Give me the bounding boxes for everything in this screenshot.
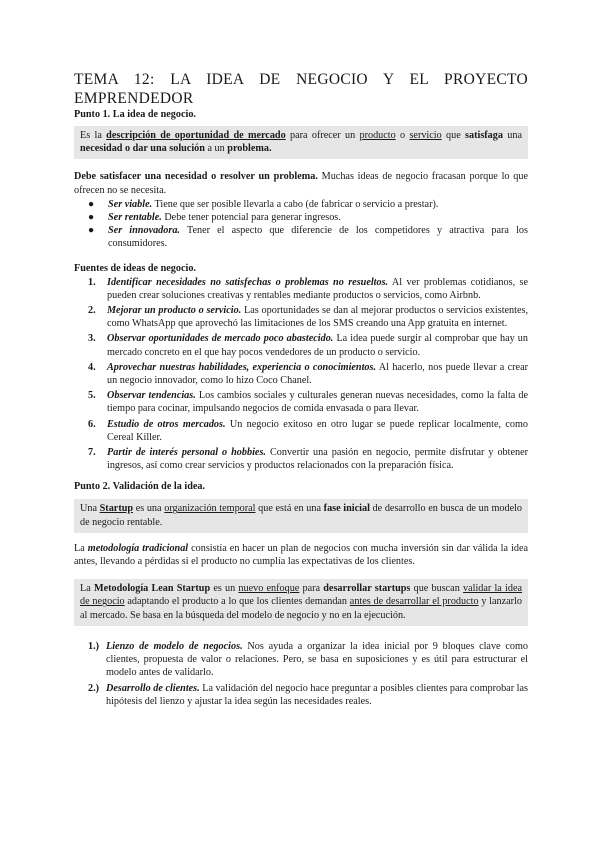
item-text: La idea puede surgir al comprobar que hay un mercado concreto en el que hay pocos vendedores de un producto o servicio. bbox=[107, 333, 528, 358]
box1-underline-1: descripción de oportunidad de mercado bbox=[106, 130, 286, 141]
paragraph-metodologia-tradicional bbox=[74, 542, 528, 568]
bullet-icon: ● bbox=[88, 225, 95, 237]
item-number: 5. bbox=[88, 390, 96, 402]
item-bold: Ser rentable. bbox=[108, 212, 162, 224]
item-bold: Observar tendencias. bbox=[107, 390, 196, 402]
item-bold: Desarrollo de clientes. bbox=[106, 682, 200, 694]
list-item bbox=[74, 682, 528, 708]
item-bold: Aprovechar nuestras habilidades, experiencia o conocimientos. bbox=[107, 361, 377, 373]
section-heading-fuentes: Fuentes de ideas de negocio. bbox=[74, 262, 196, 274]
item-number: 6. bbox=[88, 418, 96, 430]
section-heading-punto-1: Punto 1. La idea de negocio. bbox=[74, 109, 196, 120]
item-bold: Identificar necesidades no satisfechas o problemas no resueltos. bbox=[107, 276, 389, 288]
sources-list bbox=[74, 276, 528, 473]
lean-steps-list bbox=[74, 640, 528, 708]
item-text: Tiene que ser posible llevarla a cabo (de fabricar o servicio a prestar). bbox=[152, 198, 439, 210]
box3-text: para bbox=[299, 583, 324, 595]
box3-text: y lanzarlo al mercado. Se basa en la búsqueda del modelo de negocio y no en la ejecución. bbox=[80, 596, 522, 621]
title-line-1: TEMA 12: LA IDEA DE NEGOCIO Y EL PROYECTO bbox=[74, 71, 528, 88]
definition-box-startup bbox=[74, 499, 528, 532]
item-text: Un negocio exitoso en otro lugar se puede replicar localmente, como Cereal Killer. bbox=[107, 418, 529, 443]
list-item bbox=[74, 224, 528, 250]
bullet-icon: ● bbox=[88, 198, 95, 210]
box2-text: es una bbox=[133, 503, 165, 515]
item-bold: Observar oportunidades de mercado poco abastecido. bbox=[107, 333, 334, 345]
item-text: La validación del negocio hace preguntar a posibles clientes para comprobar las hipótesis del lienzo y ajustar la idea según las necesidades reales. bbox=[106, 682, 528, 707]
box3-bold: Metodología Lean Startup bbox=[93, 583, 211, 595]
box3-text: es un bbox=[210, 583, 239, 595]
item-bold: Ser viable. bbox=[108, 198, 153, 210]
paragraph-necesidad bbox=[74, 170, 528, 196]
box2-underline: organización temporal bbox=[164, 503, 256, 515]
definition-box-lean-startup bbox=[74, 579, 528, 626]
paragraph-bold-italic: metodología tradicional bbox=[87, 542, 189, 554]
paragraph-text: La bbox=[74, 542, 88, 554]
section-heading-punto-2: Punto 2. Validación de la idea. bbox=[74, 481, 206, 493]
box1-underline-3: servicio bbox=[409, 130, 442, 141]
box3-text: que buscan bbox=[410, 583, 463, 595]
box3-text: adaptando el producto a lo que los clientes demandan bbox=[124, 596, 350, 608]
box1-text: Es la bbox=[80, 130, 107, 141]
list-item bbox=[74, 276, 528, 302]
box1-text: una bbox=[502, 130, 522, 141]
box1-text: a un bbox=[204, 143, 228, 155]
item-number: 4. bbox=[88, 361, 96, 373]
definition-box-idea bbox=[74, 126, 528, 159]
paragraph-text: consistía en hacer un plan de negocios con mucha inversión sin dar válida la idea antes, llevando a pérdidas si el producto no cumplía las expectativas de los clientes. bbox=[74, 542, 528, 568]
bullet-icon: ● bbox=[88, 212, 95, 224]
item-number: 1.) bbox=[88, 640, 100, 652]
box1-text: para ofrecer un bbox=[285, 130, 360, 141]
list-item bbox=[74, 361, 528, 387]
item-number: 1. bbox=[88, 276, 96, 288]
box1-bold-3: problema. bbox=[227, 143, 272, 155]
page-title bbox=[74, 70, 528, 108]
requirements-list bbox=[74, 198, 528, 251]
list-item bbox=[74, 332, 528, 358]
list-item bbox=[74, 304, 528, 330]
box3-text: La bbox=[80, 583, 94, 595]
item-number: 3. bbox=[88, 333, 96, 345]
item-text: Debe tener potencial para generar ingresos. bbox=[161, 212, 341, 224]
box1-text: o bbox=[395, 130, 410, 141]
item-text: Las oportunidades se dan al mejorar productos o servicios existentes, como WhatsApp que aprovechó las limitaciones de los SMS creando una App gratuita en internet. bbox=[107, 305, 529, 330]
list-item bbox=[74, 211, 528, 224]
box3-bold: desarrollar startups bbox=[323, 583, 411, 595]
box2-bold-underline: Startup bbox=[99, 503, 134, 515]
box2-bold: fase inicial bbox=[323, 503, 370, 515]
box3-underline: validar la idea de negocio bbox=[80, 583, 522, 608]
item-number: 2.) bbox=[88, 682, 100, 694]
paragraph-bold: Debe satisfacer una necesidad o resolver un problema. bbox=[74, 171, 318, 183]
item-text: Al hacerlo, nos puede llevar a crear un negocio innovador, como lo hizo Coco Chanel. bbox=[107, 361, 528, 387]
item-number: 2. bbox=[88, 305, 96, 317]
title-line-2: EMPRENDEDOR bbox=[74, 90, 194, 107]
list-item bbox=[74, 640, 528, 680]
item-number: 7. bbox=[88, 447, 96, 459]
list-item bbox=[74, 446, 528, 472]
box1-bold-1: satisfaga bbox=[465, 130, 503, 141]
box1-bold-2: necesidad o dar una solución bbox=[80, 143, 205, 155]
item-text: Convertir una pasión en negocio, permite disfrutar y obtener ingresos, así como crear servicios y productos relacionados con la preparación física. bbox=[107, 447, 528, 472]
box1-text: que bbox=[441, 130, 466, 141]
list-item bbox=[74, 389, 528, 415]
item-bold: Estudio de otros mercados. bbox=[107, 418, 226, 430]
box2-text: que está en una bbox=[255, 503, 324, 515]
item-text: Nos ayuda a organizar la idea inicial por 9 bloques clave como clientes, propuesta de valor o relaciones. Pero, se basa en suposiciones y es útil para estructurar el modelo antes de validarlo. bbox=[106, 640, 529, 679]
box2-text: Una bbox=[80, 503, 100, 515]
box3-underline: antes de desarrollar el producto bbox=[349, 596, 479, 608]
box2-text: de desarrollo en busca de un modelo de negocio rentable. bbox=[80, 503, 523, 528]
paragraph-text: Muchas ideas de negocio fracasan porque lo que ofrecen no se necesita. bbox=[74, 171, 528, 196]
item-bold: Lienzo de modelo de negocios. bbox=[106, 640, 243, 652]
item-text: Tener el aspecto que diferencie de los competidores y atractiva para los consumidores. bbox=[108, 225, 528, 250]
box1-underline-2: producto bbox=[359, 130, 396, 141]
item-text: Al ver problemas cotidianos, se pueden crear soluciones creativas y rentables mediante productos o servicios, como Airbnb. bbox=[107, 276, 528, 301]
list-item bbox=[74, 198, 528, 211]
box3-underline: nuevo enfoque bbox=[238, 583, 300, 595]
item-bold: Ser innovadora. bbox=[108, 225, 180, 237]
item-bold: Mejorar un producto o servicio. bbox=[107, 305, 242, 317]
item-text: Los cambios sociales y culturales generan nuevas necesidades, como la falta de tiempo para cocinar, impulsando negocios de comida envasada o para llevar. bbox=[107, 390, 528, 415]
item-bold: Partir de interés personal o hobbies. bbox=[107, 447, 266, 459]
list-item bbox=[74, 418, 528, 444]
